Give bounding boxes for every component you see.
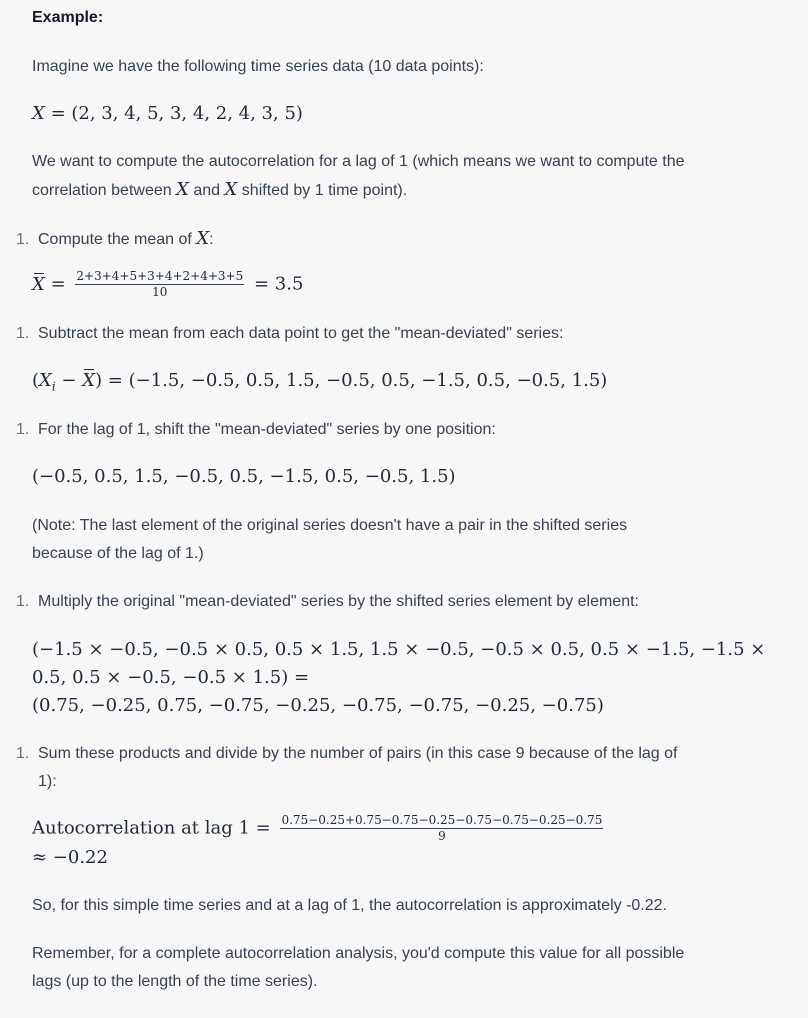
lag-var-2: X: [224, 179, 238, 200]
remember-text: Remember, for a complete autocorrelation analysis, you'd compute this value for all possible lags (up to the length of the time series).: [32, 945, 685, 990]
lag-text-c: shifted by 1 time point).: [237, 182, 408, 199]
step-number: 1.: [16, 745, 30, 762]
step-2-text: Subtract the mean from each data point to get the "mean-deviated" series:: [38, 325, 564, 342]
dev-values: ) = (−1.5, −0.5, 0.5, 1.5, −0.5, 0.5, −1.5, 0.5, −0.5, 1.5): [95, 370, 608, 391]
lag-text-a: We want to compute the autocorrelation for a lag of 1 (which means we want to compute the correlation between: [32, 153, 685, 199]
deviation-equation: [32, 367, 784, 401]
dev-minus: −: [55, 370, 83, 391]
step-1-colon: :: [209, 231, 214, 248]
shifted-series: (−0.5, 0.5, 1.5, −0.5, 0.5, −1.5, 0.5, −0.5, 1.5): [32, 466, 456, 487]
step-4: [16, 588, 784, 616]
lag-var-1: X: [176, 179, 189, 200]
conclusion-text: So, for this simple time series and at a lag of 1, the autocorrelation is approximately -0.22.: [32, 897, 667, 914]
step-1-text: Compute the mean of: [38, 231, 197, 248]
ac-numerator: 0.75−0.25+0.75−0.75−0.25−0.75−0.75−0.25−0.75: [281, 813, 603, 827]
lag-text-b: and: [188, 182, 225, 199]
lag-explanation: [32, 148, 702, 205]
step-4-text: Multiply the original "mean-deviated" series by the shifted series element by element:: [38, 593, 639, 610]
autocorrelation-equation: [32, 814, 784, 843]
series-var: X: [32, 103, 45, 124]
product-line-2: 0.5, 0.5 × −0.5, −0.5 × 1.5) =: [32, 667, 310, 688]
step-5: [16, 740, 698, 796]
ac-denominator: 9: [438, 829, 446, 843]
example-heading: Example:: [32, 9, 104, 26]
ac-fraction: [280, 814, 603, 843]
step-2: [16, 320, 784, 348]
mean-fraction: [75, 270, 244, 299]
step-number: 1.: [16, 325, 30, 342]
step-3-text: For the lag of 1, shift the "mean-deviated" series by one position:: [38, 421, 496, 438]
mean-equals: =: [50, 273, 66, 295]
step-3: [16, 416, 784, 444]
step-number: 1.: [16, 421, 30, 438]
product-line-3: (0.75, −0.25, 0.75, −0.75, −0.25, −0.75, −0.75, −0.25, −0.75): [32, 695, 604, 716]
step-1: [16, 225, 784, 254]
ac-approx: ≈ −0.22: [32, 847, 108, 868]
dev-xi: X: [39, 370, 52, 391]
x-bar-symbol: X: [32, 271, 45, 299]
mean-numerator: 2+3+4+5+3+4+2+4+3+5: [76, 269, 244, 283]
step-5-text: Sum these products and divide by the number of pairs (in this case 9 because of the lag of 1):: [38, 745, 678, 790]
series-values: = (2, 3, 4, 5, 3, 4, 2, 4, 3, 5): [50, 103, 303, 124]
mean-equation: [32, 270, 784, 299]
ac-label: Autocorrelation at lag 1 =: [32, 817, 271, 839]
series-equation: [32, 100, 784, 128]
step-number: 1.: [16, 593, 30, 610]
step-number: 1.: [16, 231, 30, 248]
intro-text: Imagine we have the following time series data (10 data points):: [32, 58, 484, 75]
dev-open-paren: (: [32, 370, 40, 391]
note-text: (Note: The last element of the original series doesn't have a pair in the shifted series because of the lag of 1.): [32, 517, 628, 562]
mean-result: = 3.5: [253, 273, 304, 295]
product-line-1: (−1.5 × −0.5, −0.5 × 0.5, 0.5 × 1.5, 1.5 × −0.5, −0.5 × 0.5, 0.5 × −1.5, −1.5 ×: [32, 639, 766, 660]
mean-denominator: 10: [152, 285, 168, 299]
dev-x-bar: X: [82, 367, 95, 395]
dev-subscript: i: [51, 379, 56, 394]
step-1-var: X: [196, 228, 210, 249]
